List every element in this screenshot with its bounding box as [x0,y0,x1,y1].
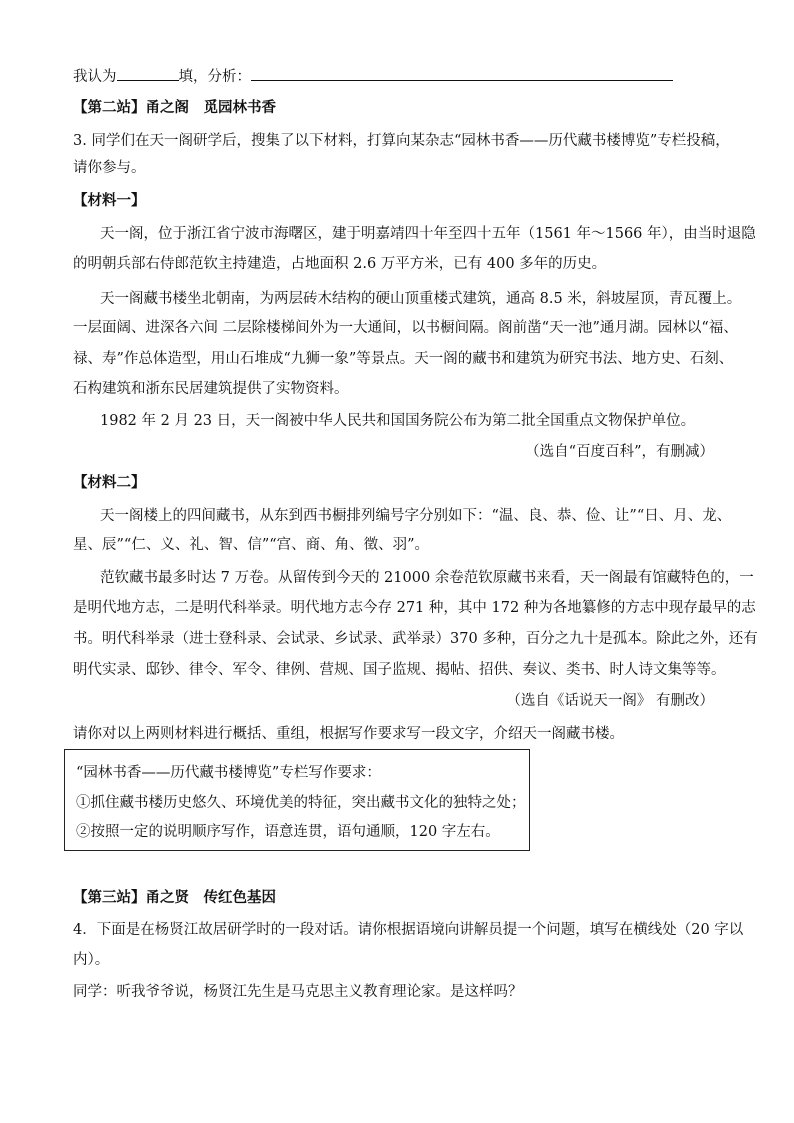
m2-p2-line4: 明代实录、邸钞、律令、军令、律例、营规、国子监规、揭帖、招供、奏议、类书、时人诗文集等等。 [73,662,726,678]
q3-line1: 3. 同学们在天一阁研学后，搜集了以下材料，打算向某杂志“园林书香——历代藏书楼博览”专栏投稿， [73,133,730,149]
m1-p3: 1982 年 2 月 23 日，天一阁被中华人民共和国国务院公布为第二批全国重点文物保护单位。 [100,413,696,429]
m1-p2-line2: 一层面阔、进深各六间 二层除楼梯间外为一大通间，以书橱间隔。阁前凿“天一池”通月湖。园林以“福、 [73,320,738,336]
m2-p2-line2: 是明代地方志，二是明代科举录。明代地方志今存 271 种，其中 172 种为各地纂修的方志中现存最早的志 [73,600,756,616]
requirement-2: ②按照一定的说明顺序写作，语意连贯，语句通顺，120 字左右。 [76,824,500,840]
instruction: 请你对以上两则材料进行概括、重组，根据写作要求写一段文字，介绍天一阁藏书楼。 [73,726,624,742]
m2-p2-line1: 范钦藏书最多时达 7 万卷。从留传到今天的 21000 余卷范钦原藏书来看，天一阁最有馆藏特色的，一 [100,570,754,586]
fill-blank-short[interactable] [117,66,179,81]
material2-heading: 【材料二】 [73,474,146,491]
m1-source: （选自“百度百科”，有删减） [525,444,714,460]
material1-heading: 【材料一】 [73,192,146,209]
m2-p2-line3: 书。明代科举录（进士登科录、会试录、乡试录、武举录）370 多种，百分之九十是孤本。除此之外，还有 [73,631,758,647]
q3-line2: 请你参与。 [73,160,146,176]
dialog-line1: 同学：听我爷爷说，杨贤江先生是马克思主义教育理论家。是这样吗？ [73,984,523,1000]
m2-p1-line2: 星、辰”“仁、义、礼、智、信”“宫、商、角、徵、羽”。 [73,537,430,553]
fill-blank-long[interactable] [251,66,673,81]
station2-heading: 【第二站】甬之阁 觅园林书香 [73,99,276,116]
requirements-box [64,749,530,851]
answer-mid: 填，分析： [178,69,251,85]
m1-p1-line2: 的明朝兵部右侍郎范钦主持建造，占地面积 2.6 万平方米，已有 400 多年的历史。 [73,256,607,272]
requirements-title: “园林书香——历代藏书楼博览”专栏写作要求： [76,765,381,781]
answer-line [73,66,673,87]
q4-line2: 内）。 [73,952,110,968]
m1-p1-line1: 天一阁，位于浙江省宁波市海曙区，建于明嘉靖四十年至四十五年（1561 年～1566 年），由当时退隐 [100,226,756,242]
requirement-1: ①抓住藏书楼历史悠久、环境优美的特征，突出藏书文化的独特之处； [76,795,526,811]
m1-p2-line1: 天一阁藏书楼坐北朝南，为两层砖木结构的硬山顶重楼式建筑，通高 8.5 米，斜坡屋顶，青瓦覆上。 [100,291,742,307]
m2-source: （选自《话说天一阁》 有删改） [506,693,714,709]
q4-line1: 4．下面是在杨贤江故居研学时的一段对话。请你根据语境向讲解员提一个问题，填写在横线处（20 字以 [73,922,744,938]
answer-prefix: 我认为 [73,69,117,85]
station3-heading: 【第三站】甬之贤 传红色基因 [73,889,276,906]
m1-p2-line4: 石构建筑和浙东民居建筑提供了实物资料。 [73,381,349,397]
m1-p2-line3: 禄、寿”作总体造型，用山石堆成“九狮一象”等景点。天一阁的藏书和建筑为研究书法、地方史、石刻、 [73,351,734,367]
m2-p1-line1: 天一阁楼上的四间藏书，从东到西书橱排列编号字分别如下：“温、良、恭、俭、让”“日、月、龙、 [100,508,732,524]
